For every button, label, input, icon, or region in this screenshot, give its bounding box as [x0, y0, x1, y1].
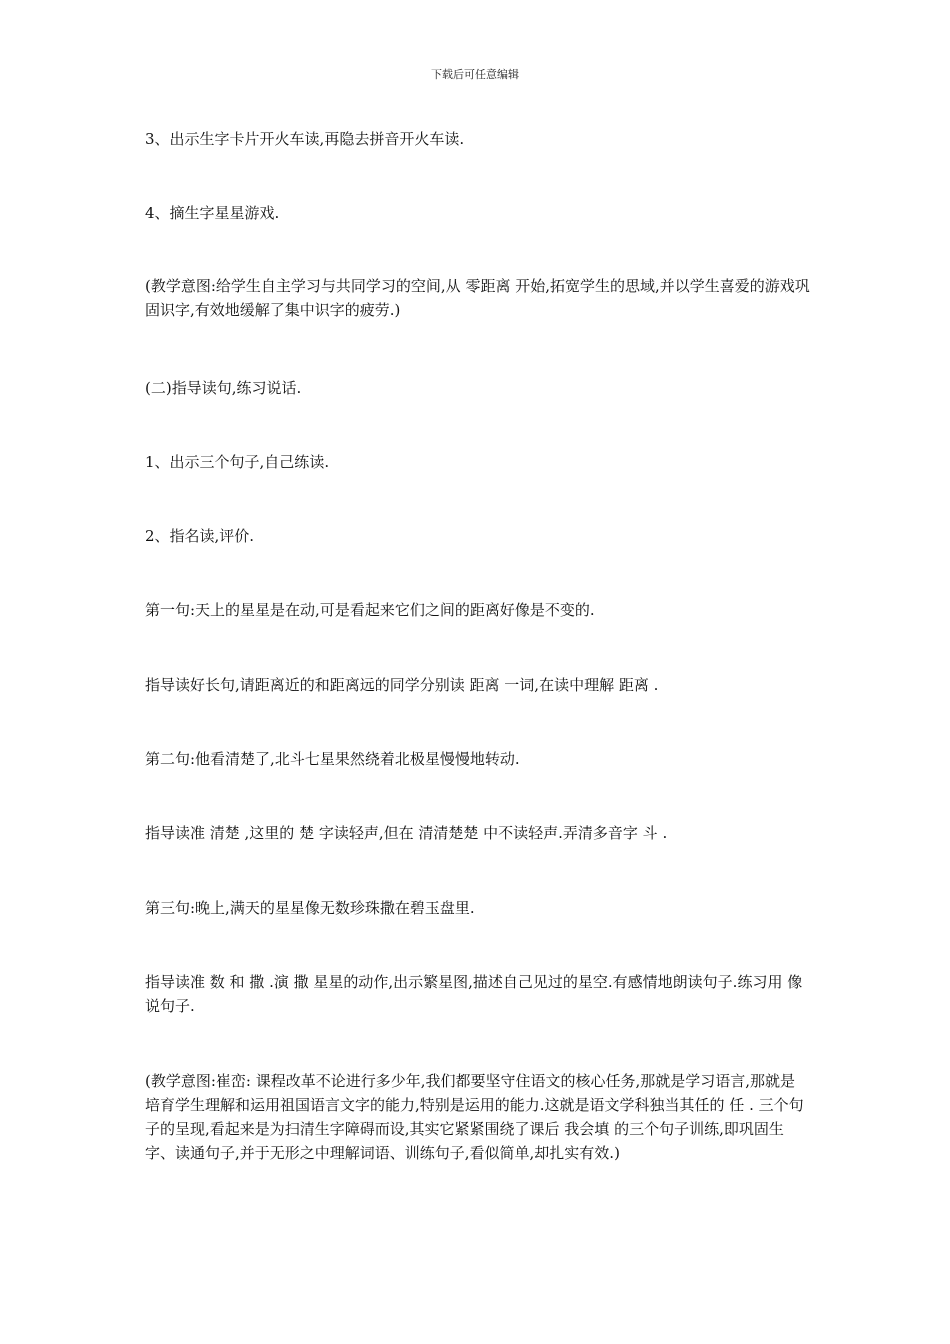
- paragraph-guide-1: 指导读好长句,请距离近的和距离远的同学分别读 距离 一词,在读中理解 距离 .: [145, 676, 659, 694]
- paragraph-guide-2: 指导读准 清楚 ,这里的 楚 字读轻声,但在 清清楚楚 中不读轻声.弄清多音字 斗 .: [145, 824, 668, 842]
- paragraph-step-3: 3、出示生字卡片开火车读,再隐去拼音开火车读.: [145, 130, 465, 148]
- paragraph-sentence-1: 第一句:天上的星星是在动,可是看起来它们之间的距离好像是不变的.: [145, 601, 595, 619]
- paragraph-step-4: 4、摘生字星星游戏.: [145, 204, 280, 222]
- paragraph-sentence-2: 第二句:他看清楚了,北斗七星果然绕着北极星慢慢地转动.: [145, 750, 520, 768]
- paragraph-step-1: 1、出示三个句子,自己练读.: [145, 453, 330, 471]
- paragraph-teaching-intent-1: (教学意图:给学生自主学习与共同学习的空间,从 零距离 开始,拓宽学生的思域,并以学生喜爱的游戏巩固识字,有效地缓解了集中识字的疲劳.): [145, 277, 810, 319]
- paragraph-section-2-heading: (二)指导读句,练习说话.: [145, 379, 302, 397]
- paragraph-teaching-intent-2: (教学意图:崔峦: 课程改革不论进行多少年,我们都要坚守住语文的核心任务,那就是学习语言,那就是培育学生理解和运用祖国语言文字的能力,特别是运用的能力.这就是语文学科独当其任的 任 . 三个句子的呈现,看起来是为扫清生字障碍而设,其实它紧紧围绕了课后 我会填 的三个句子训练,即巩固生字、读通句子,并于无形之中理解词语、训练句子,看似简单,却扎实有效.): [145, 1072, 804, 1162]
- page-header: 下载后可任意编辑: [431, 68, 519, 81]
- paragraph-guide-3: 指导读准 数 和 撒 .演 撒 星星的动作,出示繁星图,描述自己见过的星空.有感情地朗读句子.练习用 像 说句子.: [145, 973, 803, 1015]
- paragraph-step-2: 2、指名读,评价.: [145, 527, 255, 545]
- paragraph-sentence-3: 第三句:晚上,满天的星星像无数珍珠撒在碧玉盘里.: [145, 899, 475, 917]
